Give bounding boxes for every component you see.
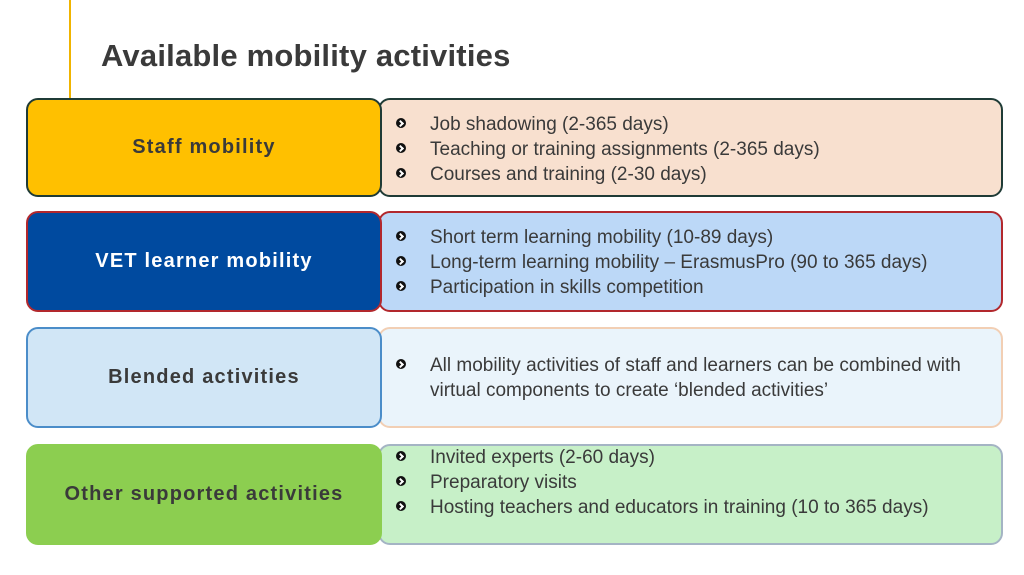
list-item: Short term learning mobility (10-89 days) (396, 225, 993, 250)
list-item: Invited experts (2-60 days) (396, 445, 993, 470)
list-item: Job shadowing (2-365 days) (396, 112, 993, 137)
activity-list (396, 112, 993, 187)
category-label: Other supported activities (26, 444, 382, 545)
arrow-bullet-icon (396, 359, 406, 369)
list-item: Preparatory visits (396, 470, 993, 495)
row-staff-mobility (26, 98, 1003, 197)
list-item: Hosting teachers and educators in training (10 to 365 days) (396, 495, 993, 520)
category-label: Staff mobility (26, 98, 382, 197)
row-other-supported-activities (26, 444, 1003, 545)
arrow-bullet-icon (396, 256, 406, 266)
arrow-bullet-icon (396, 143, 406, 153)
list-item: Long-term learning mobility – ErasmusPro (90 to 365 days) (396, 250, 993, 275)
category-label: Blended activities (26, 327, 382, 428)
accent-line (69, 0, 71, 98)
arrow-bullet-icon (396, 476, 406, 486)
row-vet-learner-mobility (26, 211, 1003, 312)
list-item: Teaching or training assignments (2-365 days) (396, 137, 993, 162)
list-item: Participation in skills competition (396, 275, 993, 300)
arrow-bullet-icon (396, 501, 406, 511)
arrow-bullet-icon (396, 118, 406, 128)
list-item: All mobility activities of staff and learners can be combined with virtual components to create ‘blended activities’ (396, 353, 993, 403)
activity-list (396, 353, 993, 403)
list-item: Courses and training (2-30 days) (396, 162, 993, 187)
page-title: Available mobility activities (101, 38, 511, 73)
arrow-bullet-icon (396, 168, 406, 178)
row-blended-activities (26, 327, 1003, 428)
arrow-bullet-icon (396, 231, 406, 241)
arrow-bullet-icon (396, 451, 406, 461)
category-label: VET learner mobility (26, 211, 382, 312)
arrow-bullet-icon (396, 281, 406, 291)
activity-list (396, 445, 993, 520)
activity-list (396, 225, 993, 300)
